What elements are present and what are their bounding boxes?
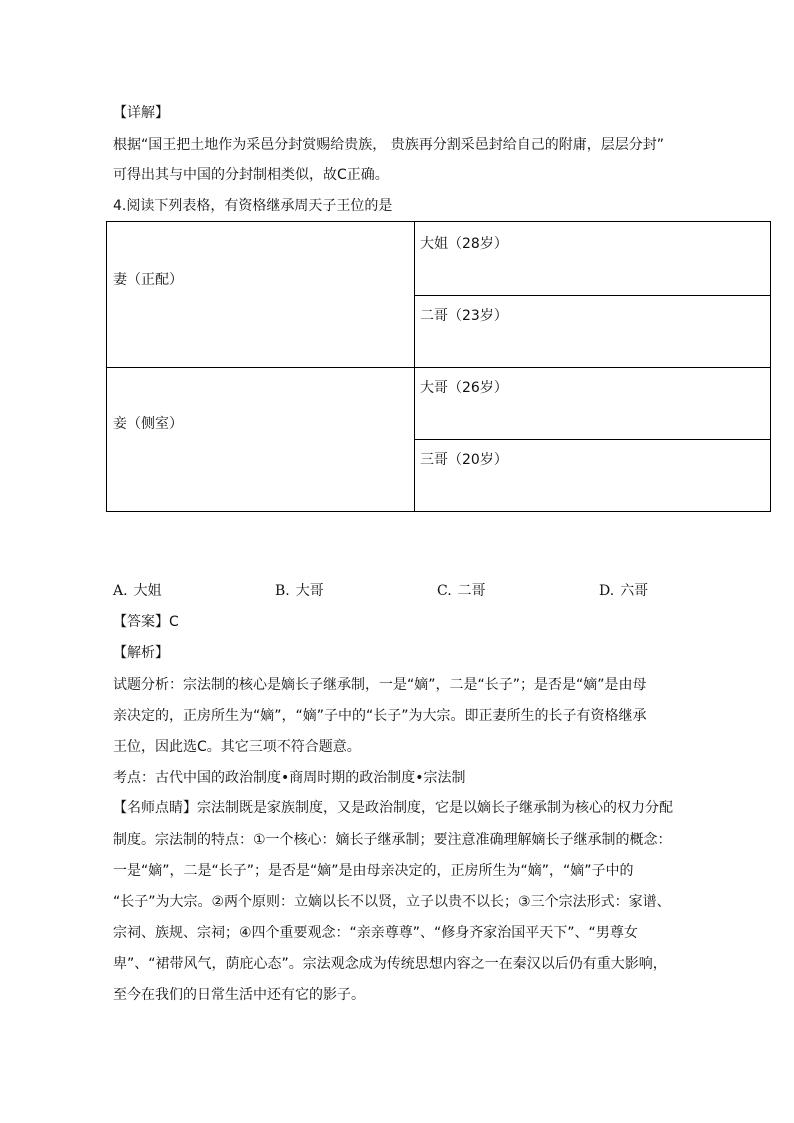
option-c-text: 二哥 bbox=[457, 583, 486, 599]
option-d-text: 六哥 bbox=[620, 583, 649, 599]
table-row-divider-2 bbox=[414, 439, 771, 440]
option-b-text: 大哥 bbox=[295, 583, 324, 599]
option-a-letter: A. bbox=[113, 583, 128, 599]
table-cell-second-brother: 二哥（23岁） bbox=[420, 308, 508, 324]
analysis-line-2: 亲决定的，正房所生为“嫡”，“嫡”子中的“长子”为大宗。即正妻所生的长子有资格继承 bbox=[113, 708, 647, 724]
option-b-letter: B. bbox=[275, 583, 290, 599]
option-c-letter: C. bbox=[437, 583, 452, 599]
table-row-divider-1 bbox=[414, 295, 771, 296]
option-c bbox=[437, 581, 486, 601]
teacher-tip-line-4: “长子”为大宗。②两个原则：立嫡以长不以贤，立子以贵不以长；③三个宗法形式：家谱、 bbox=[113, 894, 671, 910]
analysis-line-3: 王位，因此选C。其它三项不符合题意。 bbox=[113, 739, 361, 755]
detail-explanation-line-1: 根据“国王把土地作为采邑分封赏赐给贵族， 贵族再分割采邑封给自己的附庸，层层分封” bbox=[113, 137, 664, 153]
table-cell-eldest-brother: 大哥（26岁） bbox=[420, 380, 508, 396]
option-b bbox=[275, 581, 324, 601]
teacher-tip-line-3: 一是“嫡”，二是“长子”；是否是“嫡”是由母亲决定的，正房所生为“嫡”，“嫡”子中的 bbox=[113, 863, 634, 879]
succession-table bbox=[106, 221, 771, 512]
detail-explanation-line-2: 可得出其与中国的分封制相类似，故C正确。 bbox=[113, 167, 389, 183]
table-cell-eldest-sister: 大姐（28岁） bbox=[420, 236, 508, 252]
teacher-tip-line-7: 至今在我们的日常生活中还有它的影子。 bbox=[113, 987, 365, 1003]
option-d bbox=[599, 581, 648, 601]
teacher-tip-line-6: 卑”、“裙带风气，荫庇心态”。宗法观念成为传统思想内容之一在秦汉以后仍有重大影响， bbox=[113, 956, 667, 972]
option-a bbox=[113, 581, 162, 601]
option-a-text: 大姐 bbox=[133, 583, 162, 599]
teacher-tip-line-5: 宗祠、族规、宗祠；④四个重要观念：“亲亲尊尊”、“修身齐家治国平天下”、“男尊女 bbox=[113, 925, 638, 941]
section-heading-detail: 【详解】 bbox=[113, 105, 169, 121]
answer-label: 【答案】C bbox=[113, 614, 179, 630]
table-cell-wife: 妻（正配） bbox=[113, 272, 183, 288]
table-cell-concubine: 妾（侧室） bbox=[113, 416, 183, 432]
table-cell-third-brother: 三哥（20岁） bbox=[420, 452, 508, 468]
exam-point-line: 考点：古代中国的政治制度•商周时期的政治制度•宗法制 bbox=[113, 770, 466, 786]
option-d-letter: D. bbox=[599, 583, 615, 599]
analysis-heading: 【解析】 bbox=[113, 645, 169, 661]
teacher-tip-line-2: 制度。宗法制的特点：①一个核心：嫡长子继承制；要注意准确理解嫡长子继承制的概念： bbox=[113, 832, 672, 848]
analysis-line-1: 试题分析：宗法制的核心是嫡长子继承制，一是“嫡”，二是“长子”；是否是“嫡”是由母 bbox=[113, 677, 647, 693]
table-group-divider bbox=[107, 367, 770, 368]
question-stem: 4.阅读下列表格，有资格继承周天子王位的是 bbox=[113, 198, 393, 214]
teacher-tip-line-1: 【名师点睛】宗法制既是家族制度，又是政治制度，它是以嫡长子继承制为核心的权力分配 bbox=[113, 800, 673, 816]
